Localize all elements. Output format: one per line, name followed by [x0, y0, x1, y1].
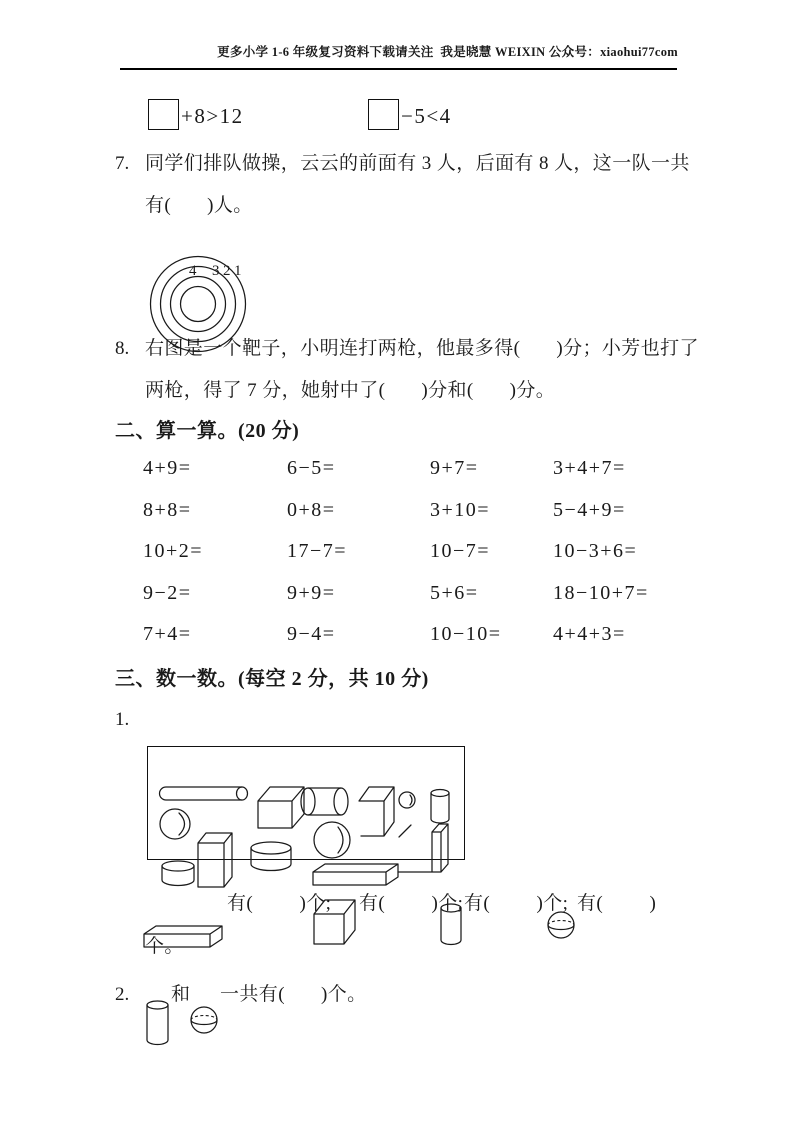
count-cylinder-label: 有( )个;: [464, 893, 569, 914]
count-cube-icon: [313, 866, 357, 914]
small-cylinder-icon: [431, 790, 449, 824]
large-sphere-icon: [314, 822, 350, 858]
inequality-1: +8>12: [181, 104, 244, 128]
q7-line1: 同学们排队做操，云云的前面有 3 人，后面有 8 人，这一队一共: [145, 153, 690, 174]
q8-number: 8.: [115, 338, 130, 359]
calc-problem: 7+4=: [143, 623, 192, 645]
count-sphere-icon: [547, 879, 575, 907]
calc-problem: 9−4=: [287, 623, 336, 645]
header-promo-text: 更多小学 1-6 年级复习资料下载请关注 我是晓慧 WEIXIN 公众号：xiaohui77com: [217, 45, 678, 59]
count-cube-label: 有( )个;: [359, 893, 464, 914]
count-flat-cuboid-icon: [143, 890, 225, 917]
small-sphere-icon: [399, 792, 415, 808]
calc-problem: 9+9=: [287, 581, 336, 604]
count-cuboid-label: 有( )个;: [227, 893, 332, 914]
target-ring-3: 3: [212, 263, 220, 279]
calc-problem: 5+6=: [430, 581, 479, 604]
calc-problem: 10−3+6=: [553, 540, 638, 562]
count-sphere-label: 有( ): [577, 893, 657, 914]
calc-problem: 0+8=: [287, 498, 336, 521]
shapes-figure: [147, 746, 465, 860]
calc-problem: 6−5=: [287, 457, 336, 479]
calc-grid: [143, 458, 683, 658]
item2-conjunction: 和: [171, 984, 191, 1005]
calc-problem: 3+4+7=: [553, 457, 626, 479]
calc-problem: 10−10=: [430, 623, 502, 645]
target-figure: [148, 222, 248, 322]
count-item2-number: 2.: [115, 984, 130, 1005]
q8-line1: 右图是一个靶子，小明连打两枪，他最多得( )分；小芳也打了: [145, 338, 699, 359]
stray-line: [399, 825, 411, 837]
q8-line2: 两枪，得了 7 分，她射中了( )分和( )分。: [145, 380, 556, 401]
tall-cuboid-icon: [198, 833, 232, 887]
answer-box-2: [368, 99, 399, 130]
section2-title: 二、算一算。(20 分): [115, 420, 300, 442]
corner-cuboid-icon: [359, 787, 394, 836]
rod-cylinder-icon: [160, 787, 248, 800]
calc-problem: 10+2=: [143, 540, 204, 562]
calc-problem: 17−7=: [287, 540, 348, 562]
count-item1-number: 1.: [115, 709, 130, 730]
q7-number: 7.: [115, 153, 130, 174]
target-ring-2: 2: [223, 263, 231, 279]
header-divider: [120, 68, 677, 70]
drum-cylinder-icon: [251, 842, 291, 871]
squat-cylinder-icon: [162, 861, 194, 886]
item2-cylinder-icon: [146, 968, 169, 1014]
calc-problem: 9+7=: [430, 457, 479, 479]
sphere-icon: [160, 809, 190, 839]
calc-problem: 4+9=: [143, 457, 192, 479]
item2-sphere-icon: [190, 974, 218, 1002]
count-wrap-label: 个。: [145, 936, 184, 957]
target-ring-4: 4: [189, 263, 197, 279]
section3-title: 三、数一数。(每空 2 分，共 10 分): [115, 668, 429, 690]
calc-problem: 4+4+3=: [553, 623, 626, 645]
cube-icon: [258, 787, 304, 828]
calc-problem: 5−4+9=: [553, 498, 626, 521]
calc-problem: 10−7=: [430, 540, 491, 562]
inequality-2: −5<4: [401, 104, 452, 128]
horizontal-cylinder-icon: [301, 788, 348, 815]
count-cylinder-icon: [440, 871, 462, 914]
calc-problem: 3+10=: [430, 498, 491, 521]
q7-line2: 有( )人。: [145, 195, 253, 216]
calc-problem: 8+8=: [143, 498, 192, 521]
target-ring-1: 1: [234, 263, 242, 279]
answer-box-1: [148, 99, 179, 130]
calc-problem: 18−10+7=: [553, 581, 649, 604]
shapes-figure-drawing: [148, 779, 464, 891]
item2-tail: 一共有( )个。: [220, 984, 367, 1005]
calc-problem: 9−2=: [143, 581, 192, 604]
